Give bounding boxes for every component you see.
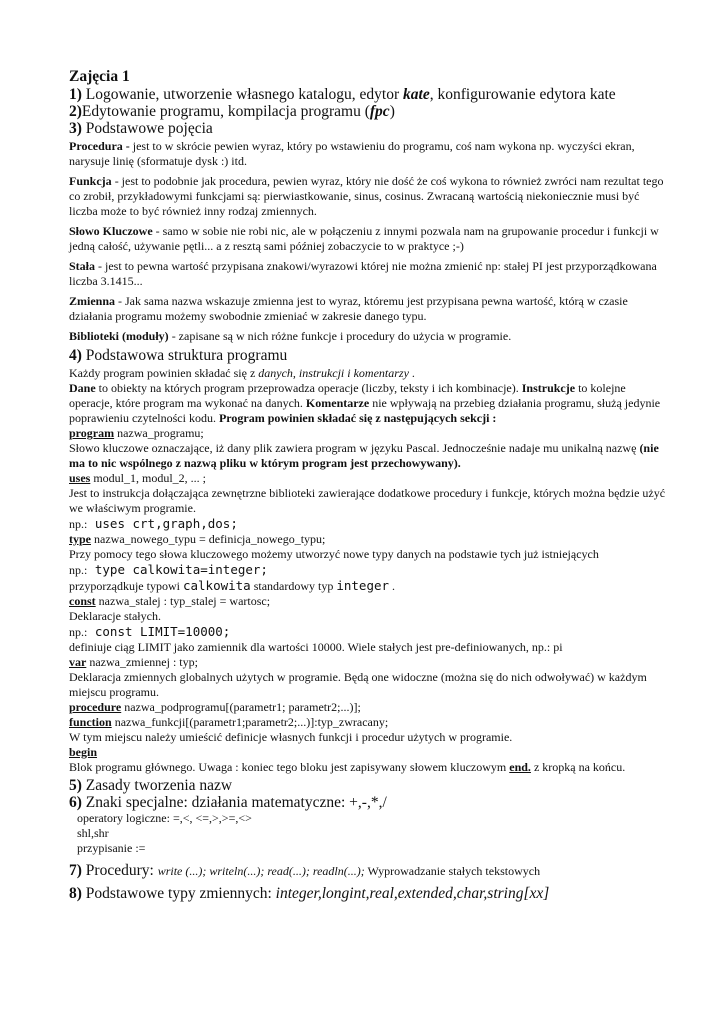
type-assign: przyporządkuje typowi calkowita standardowy typ integer .	[69, 578, 396, 593]
const-line: const nazwa_stalej : typ_stalej = wartosc;	[69, 594, 271, 608]
const-desc: definiuje ciąg LIMIT jako zamiennik dla wartości 10000. Wiele stałych jest pre-definiowanych, np.: pi	[69, 640, 563, 654]
const-decl: Deklaracje stałych.	[69, 609, 161, 623]
program-line: program nazwa_programu;	[69, 426, 204, 440]
const-example: np.: const LIMIT=10000;	[69, 624, 231, 639]
shift-operators: shl,shr	[77, 826, 109, 840]
type-desc: Przy pomocy tego słowa kluczowego możemy utworzyć nowe typy danych na podstawie tych już istniejących	[69, 547, 599, 561]
main-block-desc: Blok programu głównego. Uwaga : koniec tego bloku jest zapisywany słowem kluczowym end. z kropką na końcu.	[69, 760, 626, 774]
page-title: Zajęcia 1	[69, 68, 130, 85]
document-page	[69, 68, 669, 903]
section-8: 8) Podstawowe typy zmiennych: integer,longint,real,extended,char,string[xx]	[69, 885, 550, 902]
var-desc: Deklaracja zmiennych globalnych użytych w programie. Będą one widoczne (można się do nich odwoływać) w każdym miejscu programu.	[69, 670, 647, 699]
procedure-line: procedure nazwa_podprogramu[(parametr1; parametr2;...)];	[69, 700, 361, 714]
uses-desc: Jest to instrukcja dołączająca zewnętrzne biblioteki zawierające dodatkowe procedury i funkcje, których można będzie użyć we właściwym programie.	[69, 486, 666, 515]
term-slowo-kluczowe: Słowo Kluczowe - samo w sobie nie robi nic, ale w połączeniu z innymi pozwala nam na grupowanie procedur i funkcji w jedną całość, używanie pętli... a z resztą sami później zobaczycie to w praktyce ;-)	[69, 224, 659, 253]
section-5: 5) Zasady tworzenia nazw	[69, 777, 233, 794]
section-3: 3) Podstawowe pojęcia	[69, 120, 213, 137]
definitions-note: W tym miejscu należy umieścić definicje własnych funkcji i procedur użytych w programie.	[69, 730, 513, 744]
begin-line: begin	[69, 745, 98, 759]
function-line: function nazwa_funkcji[(parametr1;parametr2;...)]:typ_zwracany;	[69, 715, 389, 729]
section-1: 1) Logowanie, utworzenie własnego katalogu, edytor kate, konfigurowanie edytora kate	[69, 86, 616, 103]
type-line: type nazwa_nowego_typu = definicja_nowego_typu;	[69, 532, 326, 546]
term-biblioteki: Biblioteki (moduły) - zapisane są w nich różne funkcje i procedury do użycia w programie.	[69, 329, 512, 343]
term-stala: Stała - jest to pewna wartość przypisana znakowi/wyrazowi której nie można zmienić np: stałej PI jest przyporządkowana liczba 3.1415...	[69, 259, 657, 288]
term-funkcja: Funkcja - jest to podobnie jak procedura, pewien wyraz, który nie dość że coś wykona to również zwróci nam rezultat tego co zrobił, przykładowymi funkcjami są: pierwiastkowanie, sinus, cosinus. Zwracaną wartością niekoniecznie musi być liczba może to być również inny rodzaj zmiennych.	[69, 174, 664, 218]
section-4: 4) Podstawowa struktura programu	[69, 347, 288, 364]
logic-operators: operatory logiczne: =,<, <=,>,>=,<>	[77, 811, 252, 825]
section-7: 7) Procedury: write (...); writeln(...); read(...); readln(...); Wyprowadzanie stałych tekstowych	[69, 862, 541, 879]
structure-definitions: Dane to obiekty na których program przeprowadza operacje (liczby, teksty i ich kombinacje). Instrukcje to kolejne operacje, które program ma wykonać na danych. Komentarze nie wpływają na przebieg działania programu, służą jedynie poprawieniu czytelności kodu. Program powinien składać się z następujących sekcji :	[69, 381, 661, 425]
assignment-operator: przypisanie :=	[77, 841, 146, 855]
uses-line: uses modul_1, modul_2, ... ;	[69, 471, 207, 485]
section-6: 6) Znaki specjalne: działania matematyczne: +,-,*,/	[69, 794, 387, 811]
var-line: var nazwa_zmiennej : typ;	[69, 655, 198, 669]
section-2: 2)Edytowanie programu, kompilacja programu (fpc)	[69, 103, 395, 120]
type-example: np.: type calkowita=integer;	[69, 562, 268, 577]
uses-example: np.: uses crt,graph,dos;	[69, 516, 238, 531]
term-procedura: Procedura - jest to w skrócie pewien wyraz, który po wstawieniu do programu, coś nam wykona np. wyczyści ekran, narysuje linię (sformatuje dysk :) itd.	[69, 139, 635, 168]
program-desc: Słowo kluczowe oznaczające, iż dany plik zawiera program w języku Pascal. Jednocześnie nadaje mu unikalną nazwę (nie ma to nic wspólnego z nazwą pliku w którym program jest przechowywany).	[69, 441, 659, 470]
term-zmienna: Zmienna - Jak sama nazwa wskazuje zmienna jest to wyraz, któremu jest przypisana pewna wartość, którą w czasie działania programu możemy swobodnie zmieniać w zakresie danego typu.	[69, 294, 628, 323]
structure-intro: Każdy program powinien składać się z danych, instrukcji i komentarzy .	[69, 366, 415, 380]
